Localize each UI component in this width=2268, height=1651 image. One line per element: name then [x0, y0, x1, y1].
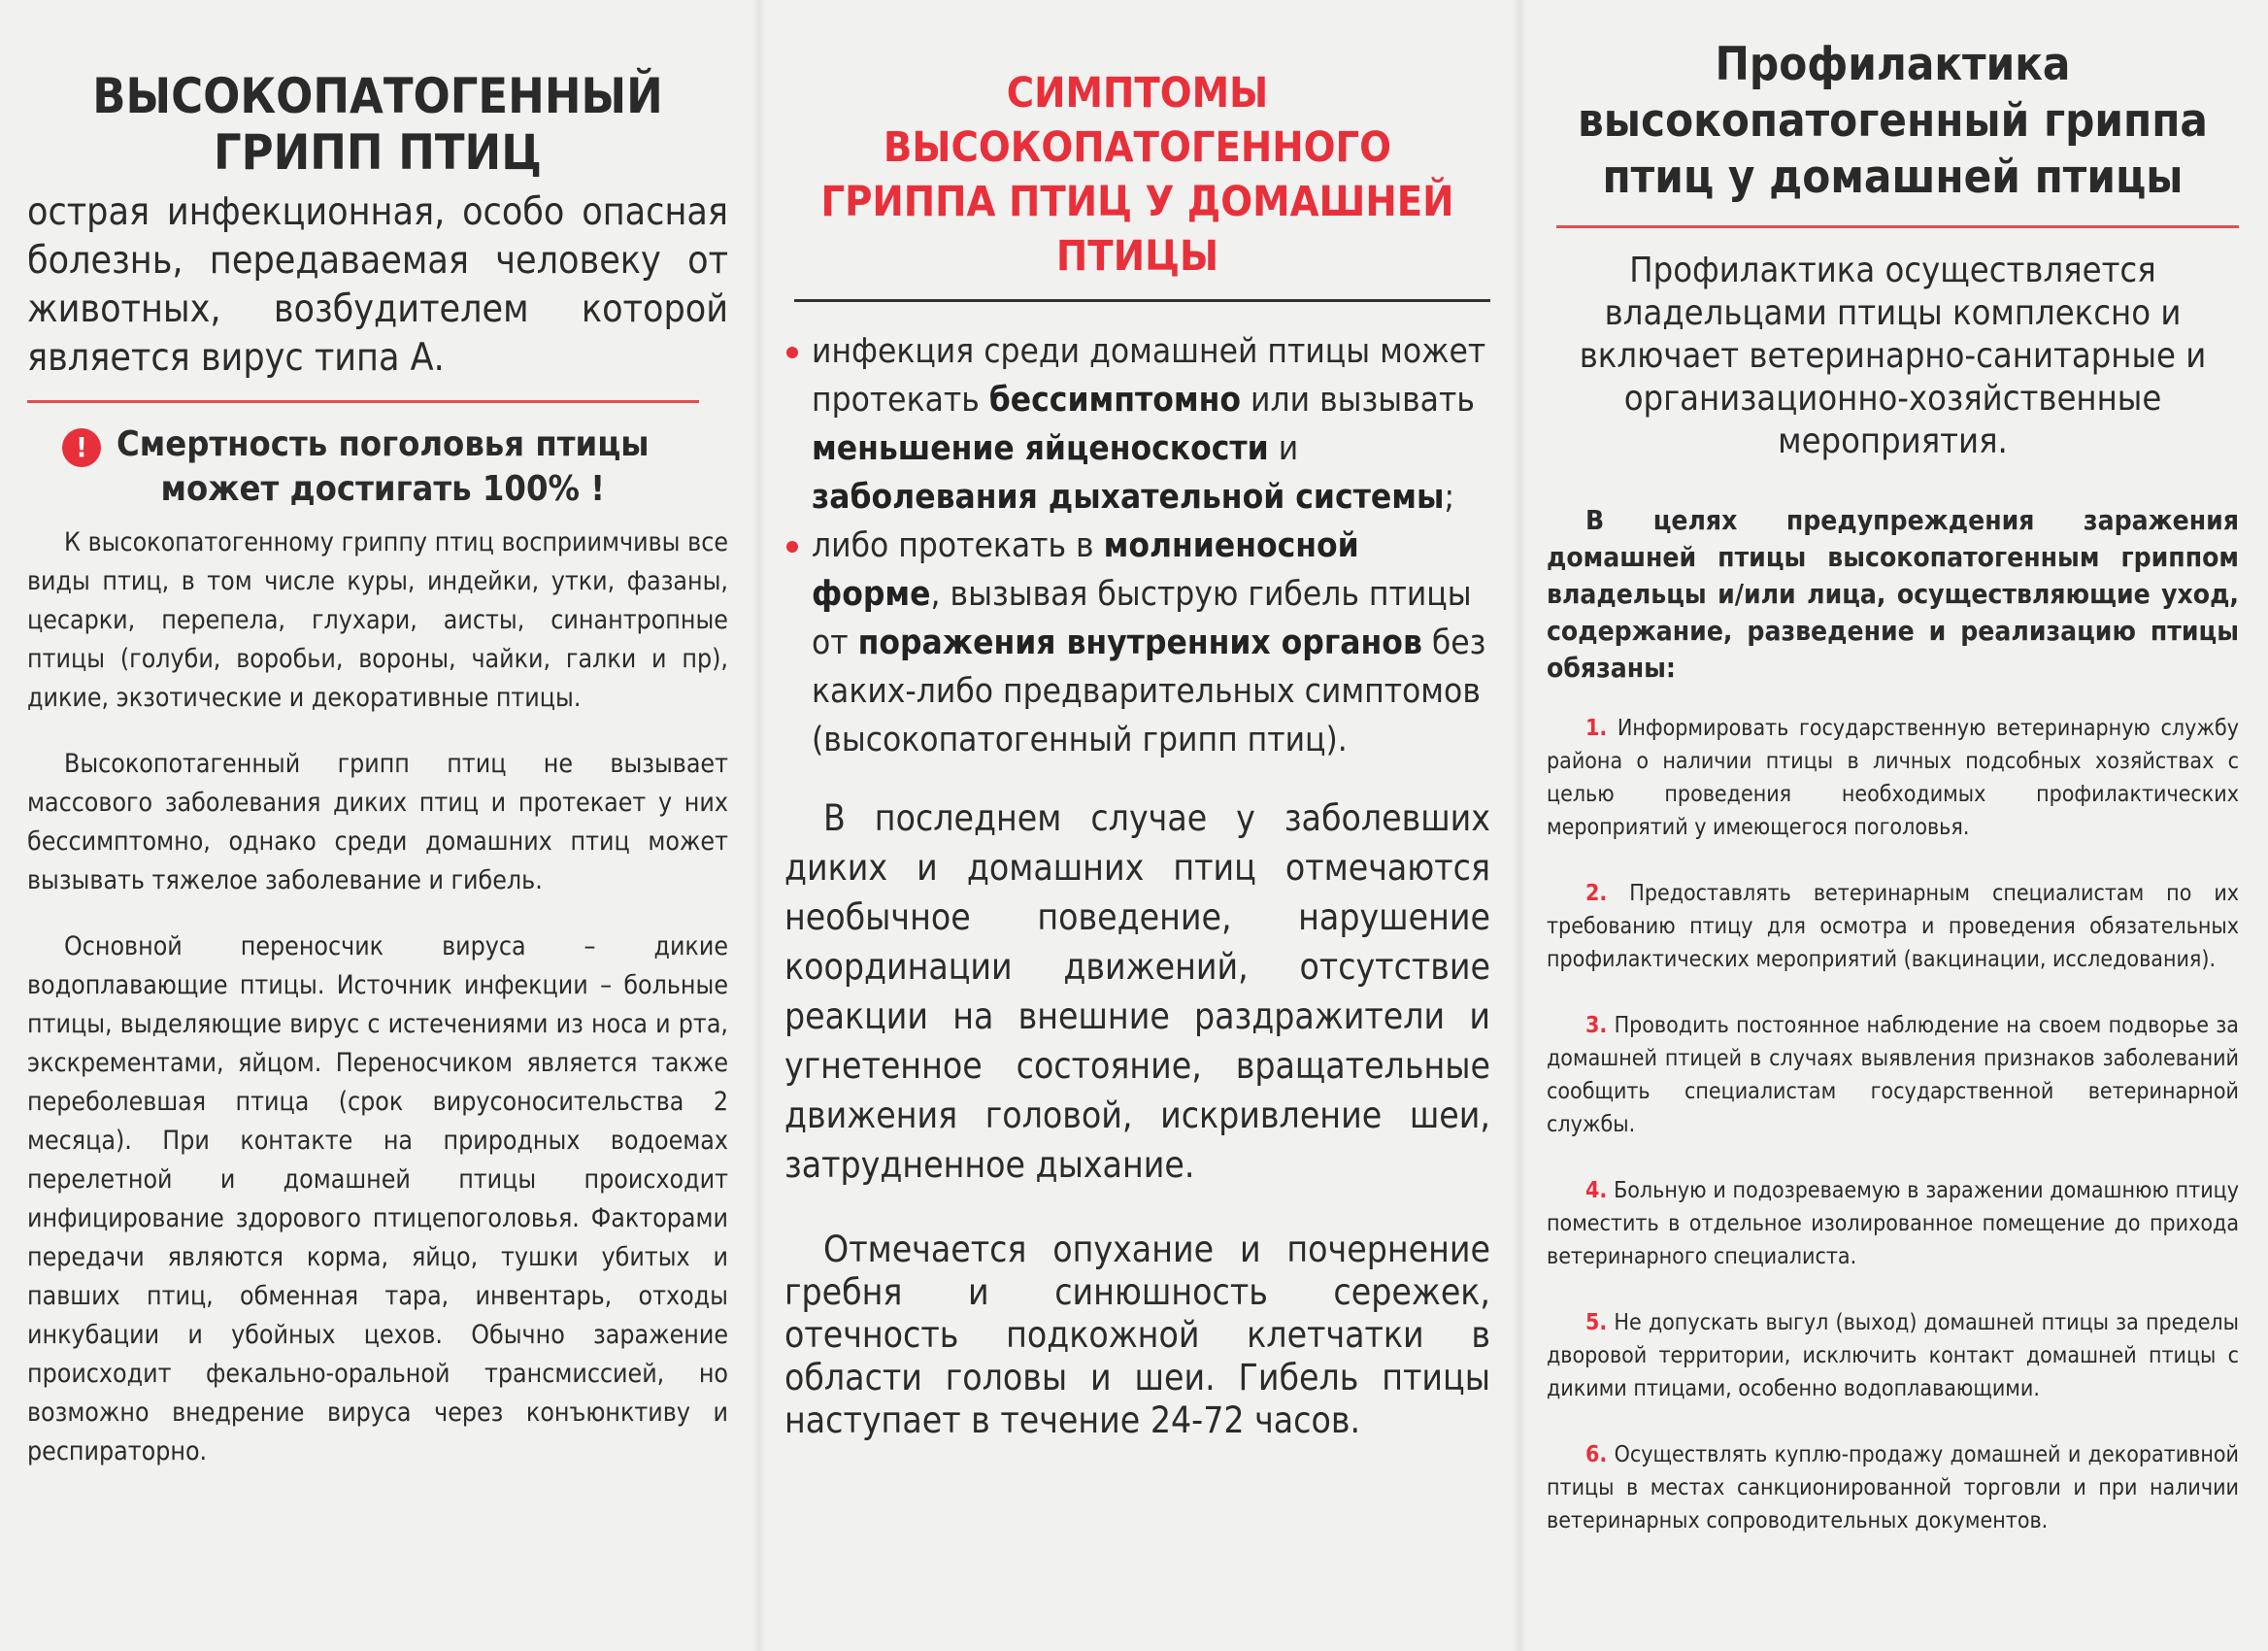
item-text: Не допускать выгул (выход) домашней птицы за пределы дворовой территории, исключить контакт домашней птицы с дикими птицами, особенно водоплавающими.: [1547, 1310, 2239, 1401]
bullet1-text: или вызывать: [1241, 381, 1475, 420]
panel2-paragraph-behavior: В последнем случае у заболевших диких и домашних птиц отмечаются необычное поведение, нарушение координации движений, отсутствие реакции на внешние раздражители и угнетенное состояние, вращательные движения головой, искривление шеи, затрудненное дыхание.: [784, 797, 1490, 1186]
list-item: [1547, 1438, 2239, 1537]
item-text: Проводить постоянное наблюдение на своем подворье за домашней птицей в случаях выявления признаков заболеваний сообщить специалистам государственной ветеринарной службы.: [1547, 1013, 2239, 1137]
bullet1-text: инфекция среди домашней птицы может протекать: [812, 332, 1486, 420]
panel2-title: [784, 66, 1490, 284]
bullet1-text: и: [1268, 429, 1299, 468]
obligations-list: [1547, 712, 2239, 1537]
item-number: 3.: [1585, 1013, 1608, 1038]
mortality-warning: [62, 422, 728, 512]
panel1-title: [27, 68, 728, 181]
panel3-title: [1547, 37, 2239, 206]
list-item: [1547, 877, 2239, 976]
bullet2-text: без каких-либо предварительных симптомов (высокопатогенный грипп птиц).: [812, 623, 1486, 759]
panel3-obligations-intro: В целях предупреждения заражения домашней птицы высокопатогенным гриппом владельцы и/или лица, осуществляющие уход, содержание, разведение и реализацию птицы обязаны:: [1547, 504, 2239, 684]
bullet2-text: , вызывая быструю гибель птицы от: [812, 575, 1472, 662]
bullet1-bold: заболевания дыхательной системы: [812, 478, 1445, 517]
item-number: 1.: [1585, 716, 1608, 741]
item-text: Информировать государственную ветеринарную службу района о наличии птицы в личных подсобных хозяйствах с целью проведения необходимых профилактических мероприятий у имеющегося поголовья.: [1547, 716, 2239, 840]
red-divider: [1556, 225, 2239, 228]
bullet2-bold: поражения внутренних органов: [857, 623, 1422, 662]
bullet2-text: либо протекать в: [812, 526, 1104, 565]
item-number: 5.: [1585, 1310, 1608, 1335]
panel2-title-line2: ГРИППА ПТИЦ У ДОМАШНЕЙ ПТИЦЫ: [820, 178, 1454, 281]
bullet1-bold: бессимптомно: [988, 381, 1242, 420]
exclamation-icon: !: [62, 428, 101, 467]
item-number: 6.: [1585, 1442, 1608, 1467]
bullet2-bold: молниеносной форме: [812, 526, 1359, 614]
black-divider: [794, 299, 1490, 302]
list-item: [1547, 1009, 2239, 1141]
list-item: [1547, 1306, 2239, 1405]
bullet1-text: ;: [1444, 478, 1455, 517]
panel1-title-line2: ГРИПП ПТИЦ: [214, 124, 542, 181]
list-item: [784, 522, 1490, 764]
panel3-lead: Профилактика осуществляется владельцами птицы комплексно и включает ветеринарно-санитарные и организационно-хозяйственные мероприятия.: [1579, 251, 2207, 461]
item-number: 4.: [1585, 1178, 1608, 1203]
list-item: [1547, 1174, 2239, 1273]
item-text: Осуществлять куплю-продажу домашней и декоративной птицы в местах санкционированной торговли и при наличии ветеринарных сопроводительных документов.: [1547, 1442, 2239, 1533]
item-number: 2.: [1585, 881, 1608, 906]
item-text: Больную и подозреваемую в заражении домашнюю птицу поместить в отдельное изолированное помещение до прихода ветеринарного специалиста.: [1547, 1178, 2240, 1269]
panel2-paragraph-swelling: Отмечается опухание и почернение гребня и синюшность сережек, отечность подкожной клетчатки в области головы и шеи. Гибель птицы наступает в течение 24-72 часов.: [784, 1229, 1490, 1441]
panel1-title-line1: ВЫСОКОПАТОГЕННЫЙ: [92, 68, 663, 124]
panel3-title-line2: высокопатогенный гриппа: [1578, 94, 2208, 148]
item-text: Предоставлять ветеринарным специалистам по их требованию птицу для осмотра и проведения обязательных профилактических мероприятий (вакцинации, исследования).: [1547, 881, 2240, 972]
panel3-title-line3: птиц у домашней птицы: [1602, 151, 2184, 204]
red-divider: [27, 400, 699, 403]
warning-line1: Смертность поголовья птицы: [117, 424, 650, 464]
panel-definition: [0, 0, 757, 1651]
warning-text: [117, 422, 650, 512]
panel1-paragraph-susceptible: К высокопатогенному гриппу птиц восприимчивы все виды птиц, в том числе куры, индейки, утки, фазаны, цесарки, перепела, глухари, аисты, синантропные птицы (голуби, воробьи, вороны, чайки, галки и пр), дикие, экзотические и декоративные птицы.: [27, 527, 728, 713]
panel1-paragraph-transmission: Основной переносчик вируса – дикие водоплавающие птицы. Источник инфекции – больные птицы, выделяющие вирус с истечениями из носа и рта, экскрементами, яйцом. Переносчиком является также переболевшая птица (срок вирусоносительства 2 месяца). При контакте на природных водоемах перелетной и домашней птицы происходит инфицирование здорового птицепоголовья. Факторами передачи являются корма, яйцо, тушки убитых и павших птиц, обменная тара, инвентарь, отходы инкубации и убойных цехов. Обычно заражение происходит фекально-оральной трансмиссией, но возможно внедрение вируса через конъюнктиву и респираторно.: [27, 931, 728, 1466]
panel3-title-line1: Профилактика: [1715, 38, 2071, 91]
symptom-list: [784, 327, 1490, 764]
list-item: [1547, 712, 2239, 844]
panel2-title-line1: СИМПТОМЫ ВЫСОКОПАТОГЕННОГО: [883, 69, 1392, 172]
panel1-lead: острая инфекционная, особо опасная болезнь, передаваемая человеку от животных, возбудителем которой является вирус типа А.: [27, 190, 728, 380]
bullet1-bold: меньшение яйценоскости: [812, 429, 1269, 468]
panel-prevention: [1519, 0, 2268, 1651]
panel1-paragraph-wild-birds: Высокопотагенный грипп птиц не вызывает массового заболевания диких птиц и протекает у них бессимптомно, однако среди домашних птиц может вызывать тяжелое заболевание и гибель.: [27, 749, 728, 895]
warning-line2: может достигать 100% !: [160, 469, 605, 509]
list-item: [784, 327, 1490, 522]
panel-symptoms: [757, 0, 1519, 1651]
